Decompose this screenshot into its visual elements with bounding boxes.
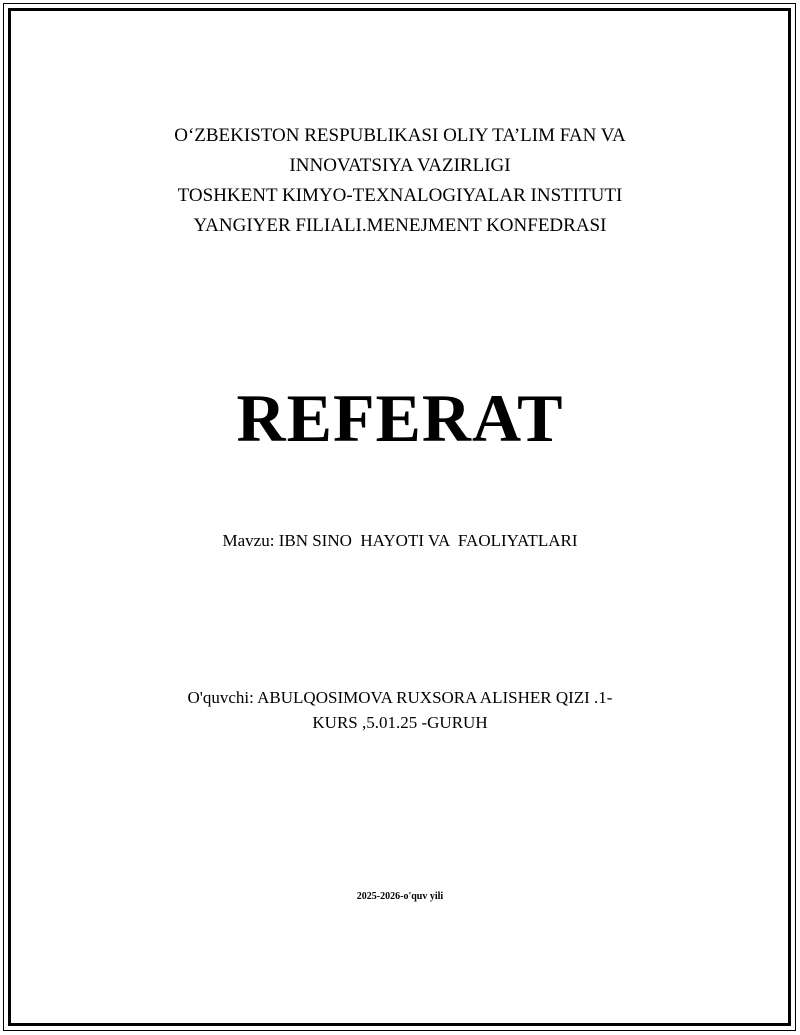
header-line-4: YANGIYER FILIALI.MENEJMENT KONFEDRASI xyxy=(193,215,607,236)
academic-year: 2025-2026-o'quv yili xyxy=(356,891,444,902)
header-line-1: O‘ZBEKISTON RESPUBLIKASI OLIY TA’LIM FAN VA xyxy=(174,125,626,146)
document-title: REFERAT xyxy=(236,380,564,456)
institution-header xyxy=(0,121,800,241)
student-line-1: O'quvchi: ABULQOSIMOVA RUXSORA ALISHER QIZI .1- xyxy=(187,688,613,707)
student-line-2: KURS ,5.01.25 -GURUH xyxy=(312,713,488,732)
student-info xyxy=(0,685,800,735)
header-line-3: TOSHKENT KIMYO-TEXNALOGIYALAR INSTITUTI xyxy=(177,185,623,206)
header-line-2: INNOVATSIYA VAZIRLIGI xyxy=(289,155,511,176)
topic-line: Mavzu: IBN SINO HAYOTI VA FAOLIYATLARI xyxy=(222,531,578,550)
